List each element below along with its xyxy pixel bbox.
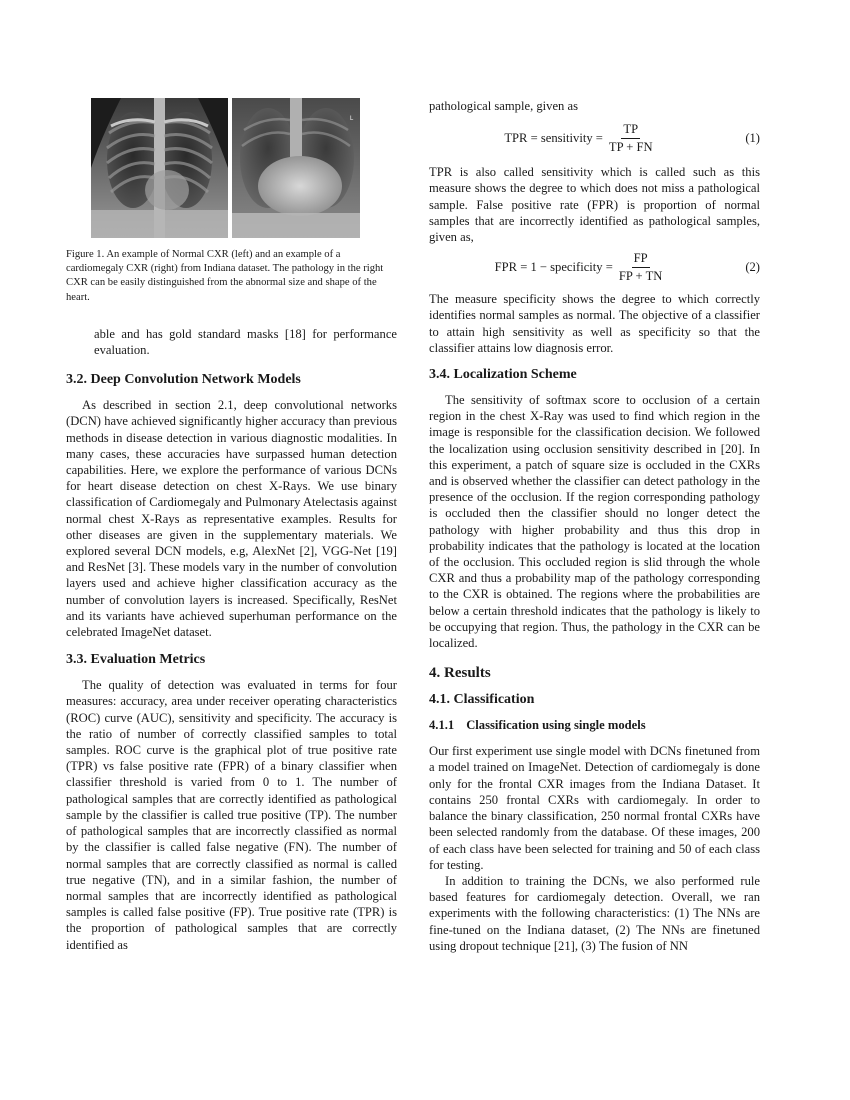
section-heading-3-3: 3.3. Evaluation Metrics — [66, 652, 206, 668]
equation-1-lhs: TPR = sensitivity = — [504, 130, 603, 145]
paragraph-after-eq1: TPR is also called sensitivity which is called such as this measure shows the degree to which does not miss a pathological sample. False positive rate (FPR) is proportion of normal samples that are incorrectly identified as pathological samples, given as, — [429, 165, 760, 245]
equation-1-label: (1) — [745, 130, 760, 145]
right-column — [429, 98, 760, 954]
paragraph-3-3: The quality of detection was evaluated in terms for four measures: accuracy, area under receiver operating characteristics (ROC) curve (AUC), sensitivity and specificity. The accuracy is the ratio of number of correctly classified samples to total samples. ROC curve is the graphical plot of true positive rate (TPR) vs false positive rate (FPR) of a binary classifier when classifier threshold is varied from 0 to 1. The number of pathological samples that are correctly identified as pathological sample by the classifier is called true positive (TP). The number of pathological samples that are incorrectly classified as normal by the classifier is called false negative (FN). The number of normal samples that are correctly classified as normal is called true negative (TN), and in a similar fashion, the number of normal samples that are incorrectly identified as pathological samples is called false positive (FP). True positive rate (TPR) is the proportion of pathological samples that are correctly identified as — [66, 678, 397, 952]
equation-1 — [429, 118, 760, 158]
paragraph-4-1-1-b: In addition to training the DCNs, we also performed rule based features for cardiomegaly detection. Overall, we ran experiments with the following characteristics: (1) The NNs are fine-tuned on the Indiana dataset, (2) The NNs are finetuned using dropout technique [21], (3) The fusion of NN — [429, 873, 760, 953]
figure-1 — [91, 98, 397, 238]
equation-2-denominator: FP + TN — [618, 268, 663, 283]
paragraph-after-eq2: The measure specificity shows the degree to which correctly identifies normal samples as normal. The objective of a classifier to attain high sensitivity as well as specificity so that the classifier attains low diagnosis error. — [429, 292, 760, 355]
section-heading-4-1: 4.1. Classification — [429, 692, 535, 708]
figure-caption: Figure 1. An example of Normal CXR (left) and an example of a cardiomegaly CXR (right) from Indiana dataset. The pathology in the right CXR can be easily distinguished from the abnormal size and shape of the heart. — [66, 249, 384, 303]
section-heading-4: 4. Results — [429, 665, 491, 682]
xray-cardiomegaly-image — [232, 98, 360, 238]
equation-2 — [429, 247, 760, 287]
equation-2-label: (2) — [745, 259, 760, 274]
list-continuation: able and has gold standard masks [18] for performance evaluation. — [94, 326, 397, 358]
left-column — [66, 98, 397, 953]
subsection-number: 4.1.1 — [429, 718, 455, 733]
paragraph-3-4: The sensitivity of softmax score to occlusion of a certain region in the chest X-Ray was used to find which region in the image is responsible for the classification decision. We followed the localization using occlusion sensitivity described in [20]. In this experiment, a patch of square size is occluded in the CXRs and is observed whether the classifier can detect pathology in the presence of the occlusion. If the region corresponding pathology is occluded then the classifier should no longer detect the pathology with higher probability and thus this drop in probability indicates that the pathology is located at the location of the occlusion. This occluded region is slid through the whole CXR and thus a probability map of the pathology corresponding to the CXR is obtained. The regions where the probabilities are below a certain threshold indicates that the pathology is likely to be occupying that region. Thus, the pathology in the CXR can be localized. — [429, 393, 760, 651]
paragraph-3-2: As described in section 2.1, deep convolutional networks (DCN) have achieved significantly higher accuracy than previous methods in disease detection in various diagnostic modalities. In many cases, these accuracies have surpassed human detection capabilities. Here, we explore the performance of various DCNs for heart disease detection on chest X-Rays. We use binary classification of Cardiomegaly and Pulmonary Atelectasis against normal chest X-Rays as representative examples. Results for other diseases are given in the supplementary materials. We explored several DCN models, e.g, AlexNet [2], VGG-Net [19] and ResNet [3]. These models vary in the number of convolution layers used and achieve higher classification accuracy as the number of convolution layers is increased. Specifically, ResNet and its variants have achieved superhuman performance on the celebrated ImageNet dataset. — [66, 398, 397, 640]
paragraph-4-1-1-a: Our first experiment use single model with DCNs finetuned from a model trained on ImageNet. Detection of cardiomegaly is done only for the frontal CXR images from the Indiana Dataset. It contains 250 frontal CXRs with cardiomegaly. In order to balance the binary classification, 250 normal frontal CXRs have been selected randomly from the database. Of these images, 200 of each class have been selected for training and 50 of each class for testing. — [429, 744, 760, 872]
xray-normal-image — [91, 98, 228, 238]
equation-1-fraction — [607, 122, 655, 155]
section-heading-3-2: 3.2. Deep Convolution Network Models — [66, 372, 301, 388]
subsection-title: Classification using single models — [466, 718, 646, 733]
svg-text:L: L — [350, 116, 354, 122]
subsection-heading-4-1-1 — [429, 717, 760, 733]
equation-2-fraction — [617, 251, 665, 284]
equation-2-numerator: FP — [632, 251, 650, 268]
section-heading-3-4: 3.4. Localization Scheme — [429, 367, 577, 383]
equation-1-numerator: TP — [621, 122, 640, 139]
paragraph-continuation: pathological sample, given as — [429, 99, 578, 113]
equation-1-denominator: TP + FN — [608, 139, 653, 154]
equation-2-lhs: FPR = 1 − specificity = — [494, 259, 613, 274]
